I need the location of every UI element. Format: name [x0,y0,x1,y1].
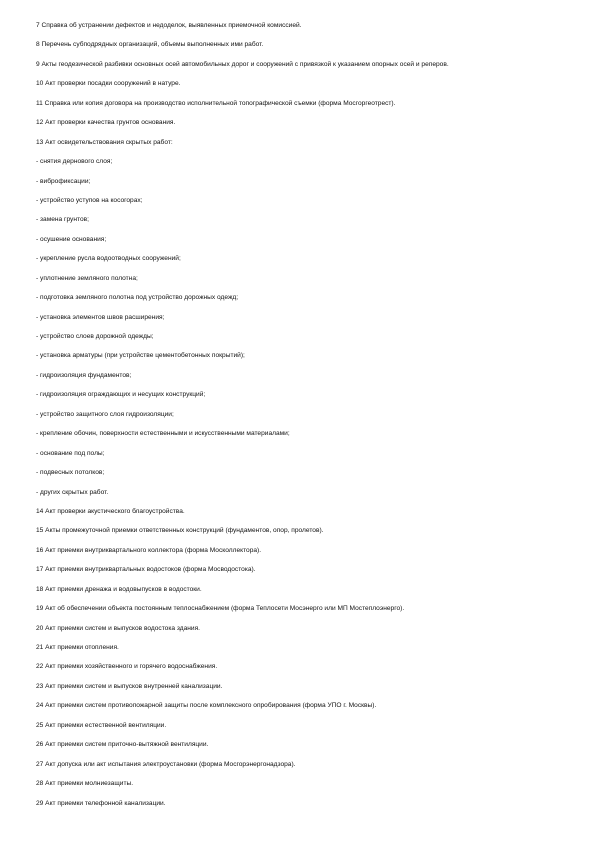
document-line: - гидроизоляция фундаментов; [36,371,132,379]
document-line: - осушение основания; [36,235,107,243]
document-line: - замена грунтов; [36,216,89,224]
document-line: - снятия дернового слоя; [36,158,113,166]
document-line: 17 Акт приемки внутриквартальных водостоков (форма Мосводостока). [36,566,256,574]
document-line: 21 Акт приемки отопления. [36,644,119,651]
document-line: 26 Акт приемки систем приточно-вытяжной вентиляции. [36,741,209,749]
document-line: 20 Акт приемки систем и выпусков водостока здания. [36,624,200,632]
document-line: - уплотнение земляного полотна; [36,274,138,282]
document-line: - устройство защитного слоя гидроизоляции; [36,410,174,418]
document-line: 25 Акт приемки естественной вентиляции. [36,721,167,729]
document-line: 12 Акт проверки качества грунтов основания. [36,119,176,127]
document-line: - виброфиксации; [36,177,91,185]
document-line: - подвесных потолков; [36,469,105,477]
document-line: 14 Акт проверки акустического благоустройства. [36,507,185,515]
document-line: - подготовка земляного полотна под устройство дорожных одежд; [36,294,239,302]
document-line: - крепление обочин, поверхности естественными и искусственными материалами; [36,430,290,438]
document-line: 8 Перечень субподрядных организаций, объемы выполненных ими работ. [36,41,264,49]
document-line: - основание под полы; [36,449,105,457]
document-line: 29 Акт приемки телефонной канализации. [36,799,166,807]
document-line: - устройство слоев дорожной одежды; [36,333,154,340]
document-line: 11 Справка или копия договора на производство исполнительной топографической съемки (форма Мосгоргеотрест). [36,99,396,107]
document-line: 16 Акт приемки внутриквартального коллектора (форма Москоллектора). [36,546,262,554]
document-line: 19 Акт об обеспечении объекта постоянным теплоснабжением (форма Теплосети Мосэнерго или МП Мостеплоэнерго). [36,605,405,613]
document-line: - гидроизоляция ограждающих и несущих конструкций; [36,391,206,399]
document-line: 13 Акт освидетельствования скрытых работ: [36,138,173,146]
document-line: - других скрытых работ. [36,488,109,496]
document-line: - установка элементов швов расширения; [36,313,165,321]
document-line: 27 Акт допуска или акт испытания электроустановки (форма Мосгорэнергонадзора). [36,760,296,768]
document-line: - установка арматуры (при устройстве цементобетонных покрытий); [36,352,245,360]
document-line: 18 Акт приемки дренажа и водовыпусков в водостоки. [36,585,202,593]
document-line: 15 Акты промежуточной приемки ответственных конструкций (фундаментов, опор, пролетов). [36,527,324,535]
document-line: 9 Акты геодезической разбивки основных осей автомобильных дорог и сооружений с привязкой к указанием опорных осей и реперов. [36,60,449,68]
document-line-list [36,16,581,813]
document-line: 28 Акт приемки молниезащиты. [36,780,134,788]
document-line: 24 Акт приемки систем противопожарной защиты после комплексного опробирования (форма УПО г. Москвы). [36,702,377,710]
document-line: - укрепление русла водоотводных сооружений; [36,255,181,263]
document-line: 22 Акт приемки хозяйственного и горячего водоснабжения. [36,663,218,671]
document-line: 23 Акт приемки систем и выпусков внутренней канализации. [36,682,223,690]
document-line: - устройство уступов на косогорах; [36,196,143,204]
document-line: 10 Акт проверки посадки сооружений в натуре. [36,80,181,88]
document-line: 7 Справка об устранении дефектов и недоделок, выявленных приемочной комиссией. [36,22,302,29]
